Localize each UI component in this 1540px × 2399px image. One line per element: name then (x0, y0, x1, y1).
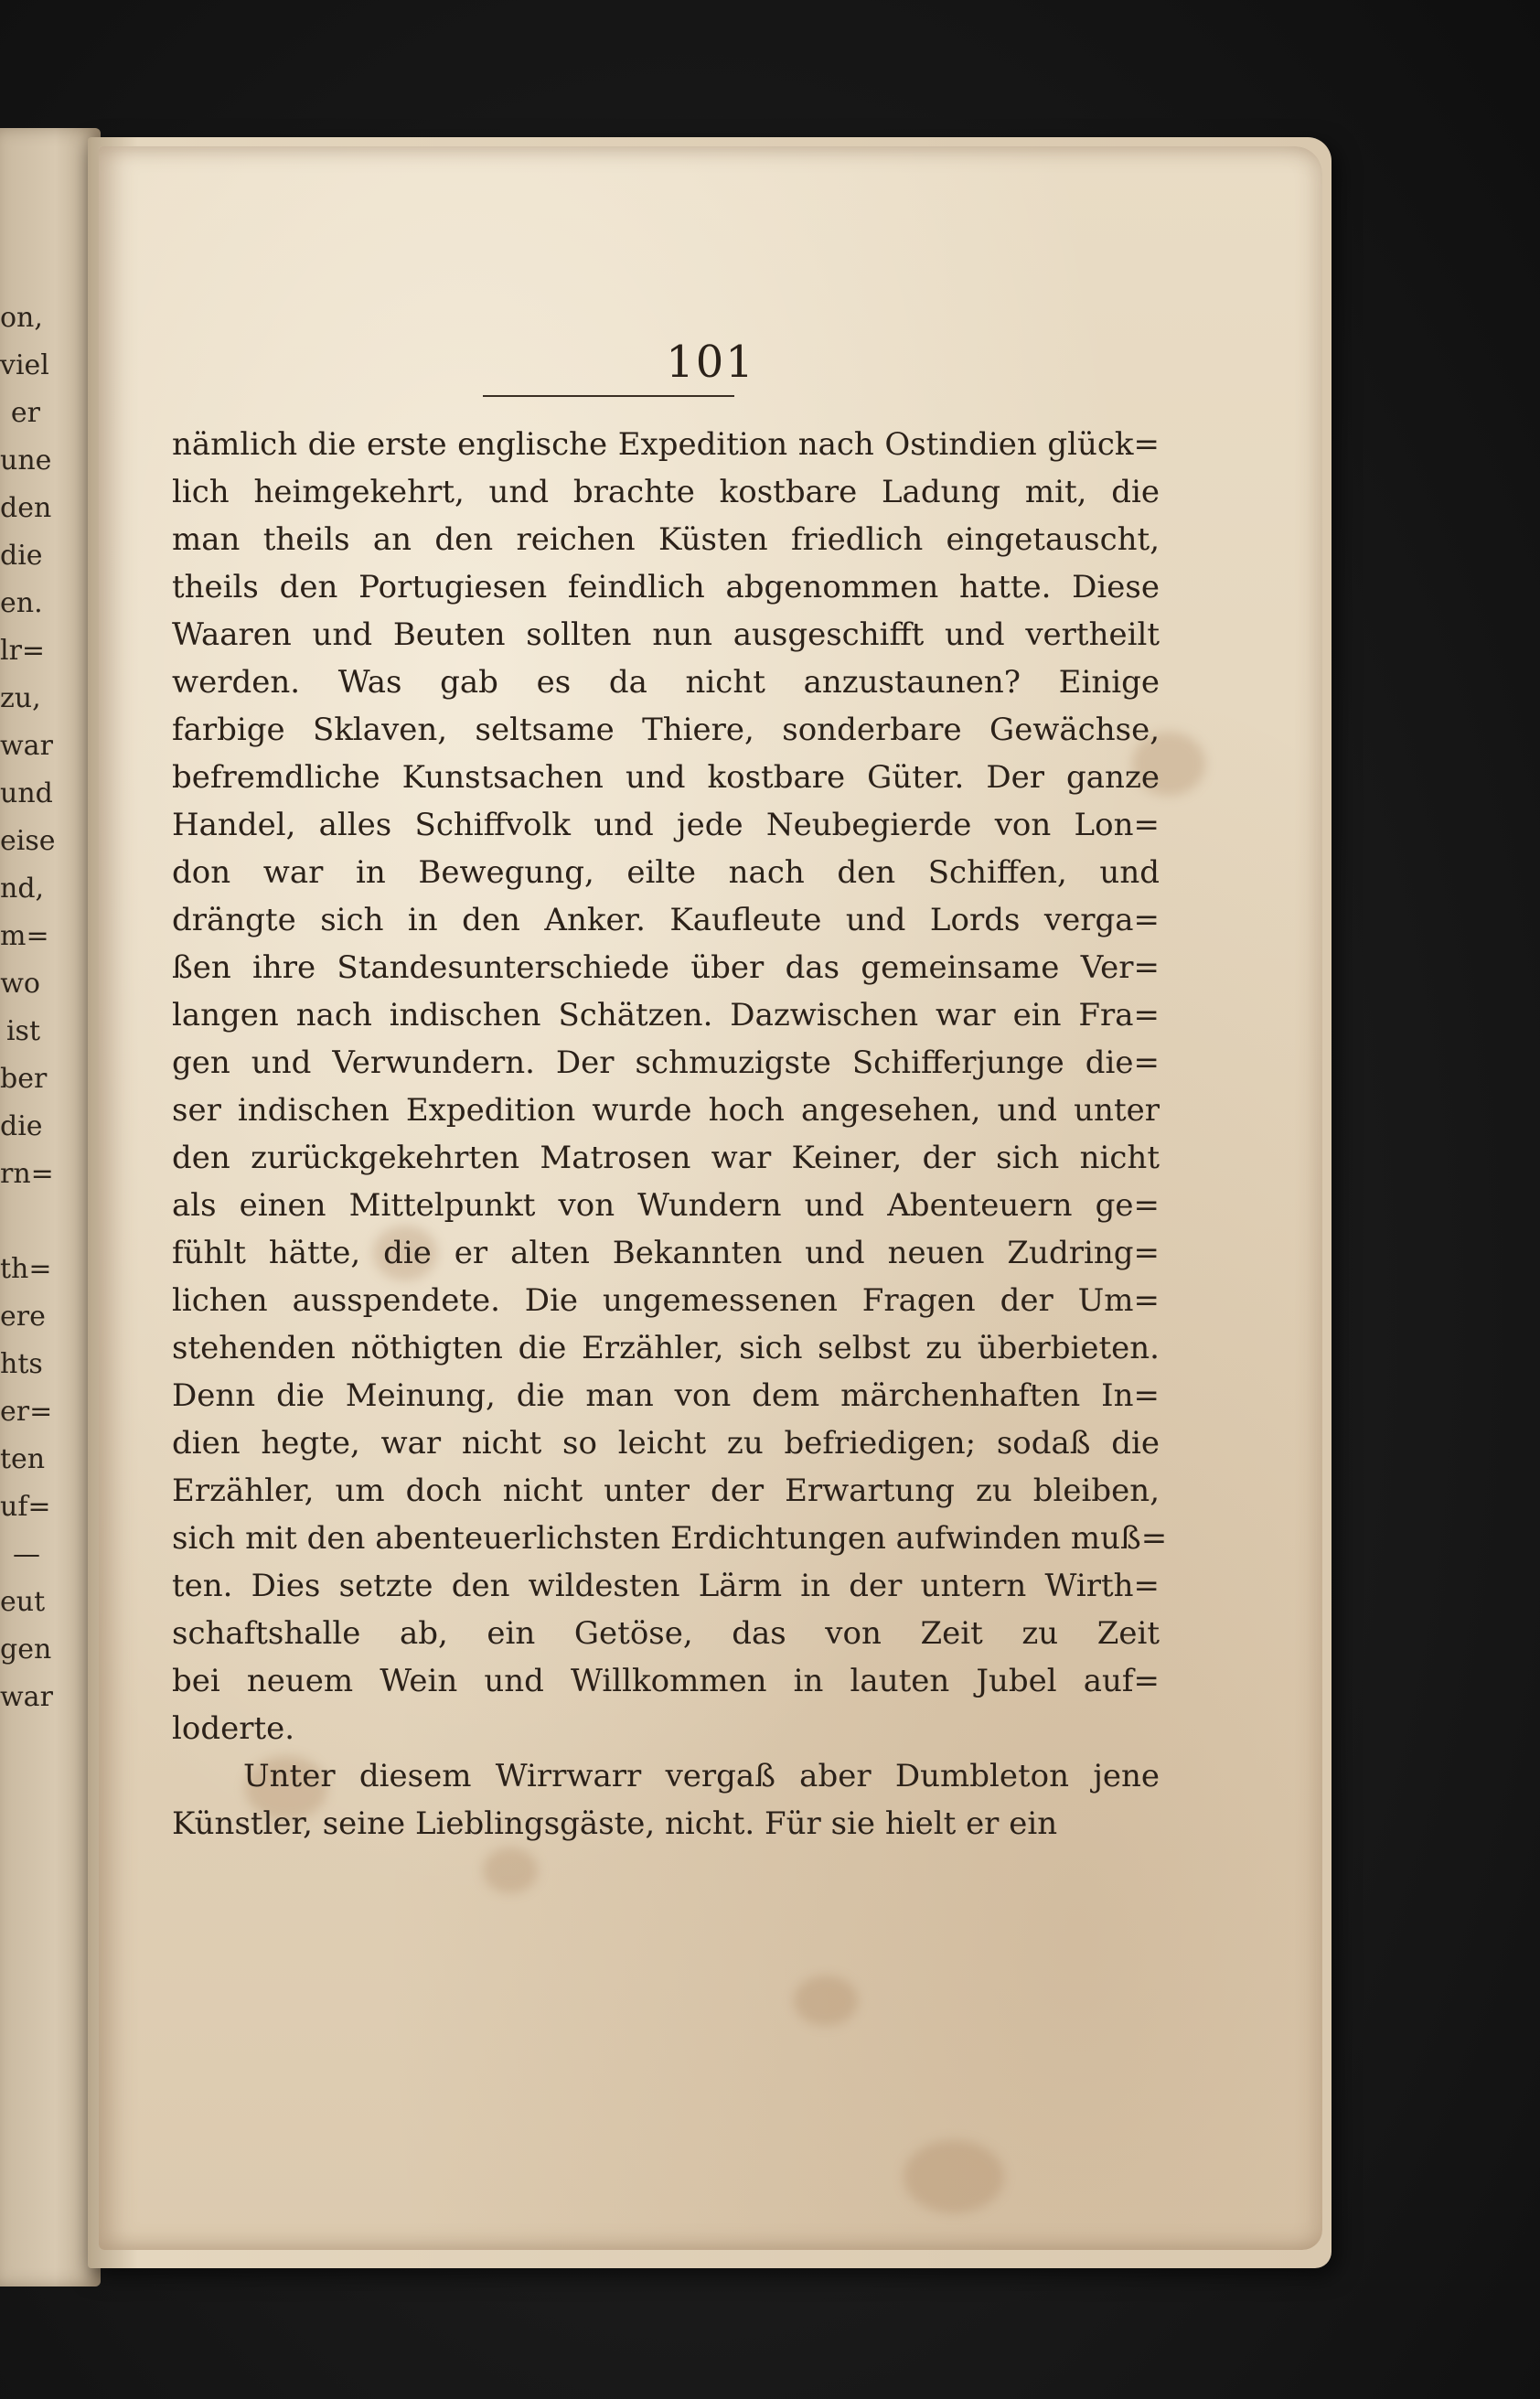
left-page-fragment: on, (0, 302, 43, 334)
left-page-fragment: gen (0, 1633, 52, 1665)
left-page-fragment: hts (0, 1348, 43, 1380)
page-number-rule (483, 395, 734, 397)
left-page-fragment: er= (0, 1396, 53, 1428)
text-line: lich heimgekehrt, und brachte kostbare Ladung mit, die (172, 474, 1160, 510)
text-line: gen und Verwundern. Der schmuzigste Schifferjunge die= (172, 1044, 1160, 1081)
left-page-fragment: th= (0, 1253, 52, 1285)
left-page-fragment: eut (0, 1586, 46, 1618)
text-line: schaftshalle ab, ein Getöse, das von Zeit zu Zeit (172, 1615, 1160, 1652)
left-page-fragment: — (13, 1538, 40, 1570)
paper-stain (904, 2140, 1004, 2213)
left-page-fragment: zu, (0, 682, 41, 714)
text-line: Erzähler, um doch nicht unter der Erwartung zu bleiben, (172, 1473, 1160, 1509)
text-line: Unter diesem Wirrwarr vergaß aber Dumbleton jene (243, 1758, 1160, 1794)
left-page-fragment: die (0, 540, 43, 572)
left-page-fragment: war (0, 1681, 53, 1713)
left-page-fragment: die (0, 1110, 43, 1142)
left-page-fragment: viel (0, 349, 49, 381)
text-line: theils den Portugiesen feindlich abgenommen hatte. Diese (172, 569, 1160, 605)
text-line: don war in Bewegung, eilte nach den Schiffen, und (172, 854, 1160, 891)
text-line: als einen Mittelpunkt von Wundern und Abenteuern ge= (172, 1187, 1160, 1224)
text-line: man theils an den reichen Küsten friedlich eingetauscht, (172, 521, 1160, 558)
text-line: werden. Was gab es da nicht anzustaunen? Einige (172, 664, 1160, 701)
text-line: befremdliche Kunstsachen und kostbare Güter. Der ganze (172, 759, 1160, 796)
text-line: Waaren und Beuten sollten nun ausgeschifft und vertheilt (172, 616, 1160, 653)
left-page-fragment: rn= (0, 1158, 54, 1190)
text-line: den zurückgekehrten Matrosen war Keiner, der sich nicht (172, 1140, 1160, 1176)
paper-stain (794, 1976, 858, 2026)
left-page-fragment: ere (0, 1301, 46, 1333)
left-page-fragment: ist (5, 1015, 40, 1047)
left-page-fragment: und (0, 777, 53, 809)
text-line: Handel, alles Schiffvolk und jede Neubegierde von Lon= (172, 807, 1160, 843)
text-line: langen nach indischen Schätzen. Dazwischen war ein Fra= (172, 997, 1160, 1033)
text-line: ten. Dies setzte den wildesten Lärm in der untern Wirth= (172, 1568, 1160, 1604)
left-page-fragment: nd, (0, 873, 45, 905)
paper-stain (483, 1847, 538, 1893)
text-line: lichen ausspendete. Die ungemessenen Fragen der Um= (172, 1282, 1160, 1319)
text-line: farbige Sklaven, seltsame Thiere, sonderbare Gewächse, (172, 712, 1160, 748)
left-page-fragment: m= (0, 920, 49, 952)
text-line: ser indischen Expedition wurde hoch angesehen, und unter (172, 1092, 1160, 1129)
left-page-fragment: uf= (0, 1491, 51, 1523)
text-line: bei neuem Wein und Willkommen in lauten Jubel auf= (172, 1663, 1160, 1699)
left-page-fragment: une (0, 444, 52, 477)
left-page-fragment: ten (0, 1443, 46, 1475)
text-line: Künstler, seine Lieblingsgäste, nicht. Für sie hielt er ein (172, 1805, 1058, 1842)
text-line: fühlt hätte, die er alten Bekannten und neuen Zudring= (172, 1235, 1160, 1271)
left-page-fragment: lr= (0, 635, 46, 667)
text-line: Denn die Meinung, die man von dem märchenhaften In= (172, 1377, 1160, 1414)
left-page-fragment: en. (0, 587, 43, 619)
text-line: ßen ihre Standesunterschiede über das gemeinsame Ver= (172, 949, 1160, 986)
text-line: nämlich die erste englische Expedition nach Ostindien glück= (172, 426, 1160, 463)
left-page-fragment: eise (0, 825, 56, 857)
left-page-fragment: war (0, 730, 53, 762)
body-text (172, 421, 1168, 1847)
previous-page-edge (0, 128, 101, 2287)
text-line: stehenden nöthigten die Erzähler, sich selbst zu überbieten. (172, 1330, 1160, 1366)
left-page-fragment: den (0, 492, 52, 524)
text-line: drängte sich in den Anker. Kaufleute und Lords verga= (172, 902, 1160, 938)
left-page-fragment: ber (0, 1063, 48, 1095)
text-line: dien hegte, war nicht so leicht zu befriedigen; sodaß die (172, 1425, 1160, 1462)
book-page (99, 146, 1322, 2250)
left-page-fragment: er (10, 397, 40, 429)
left-page-fragment: wo (0, 968, 40, 1000)
text-line: sich mit den abenteuerlichsten Erdichtungen aufwinden muß= (172, 1520, 1168, 1557)
page-number: 101 (666, 337, 755, 388)
text-line: loderte. (172, 1710, 295, 1747)
